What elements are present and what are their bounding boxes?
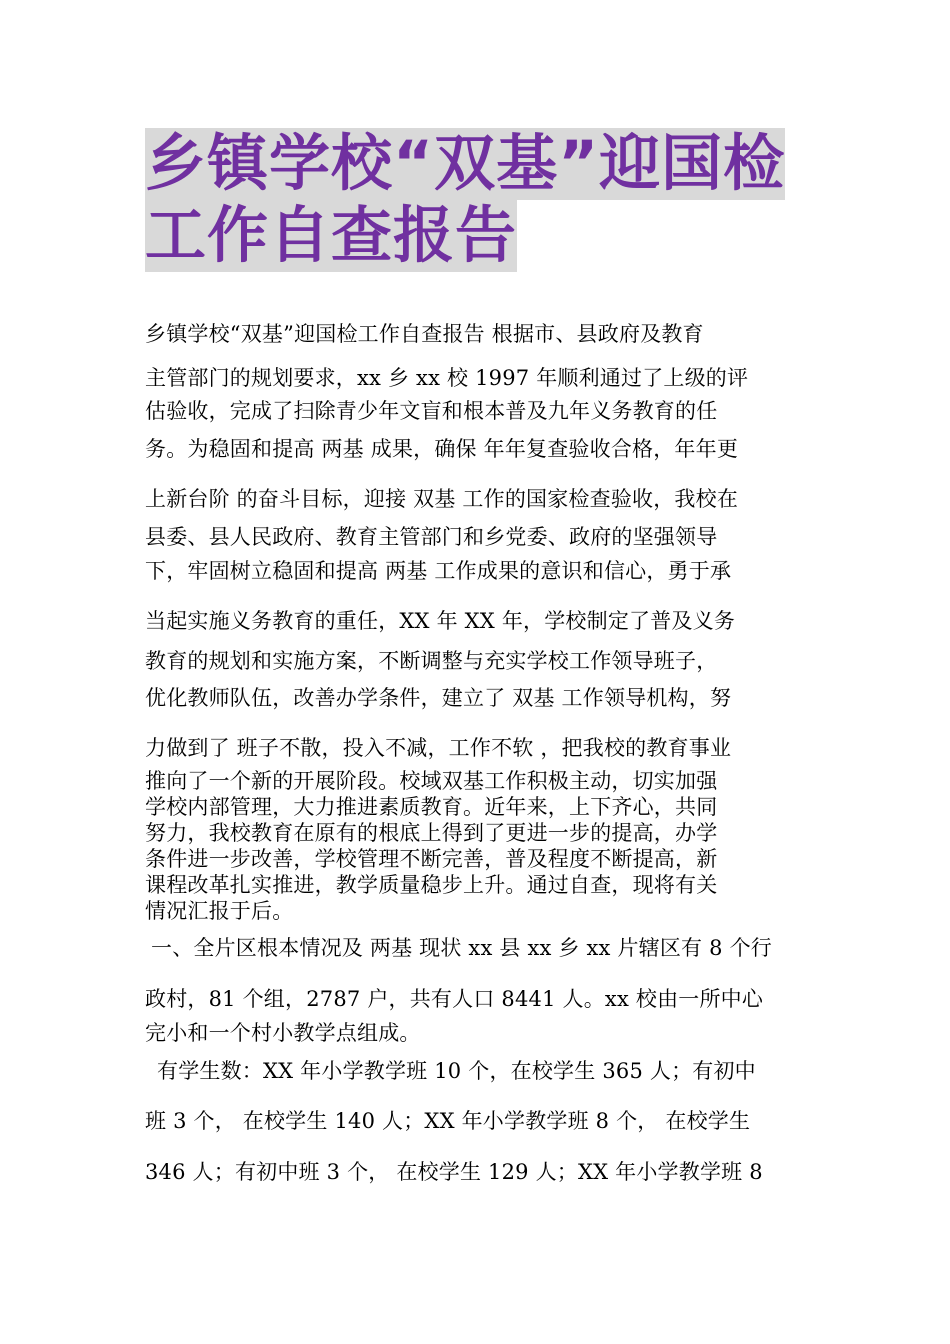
title-line-2: 工作自查报告 — [145, 200, 518, 271]
body-line-17: 情况汇报于后。 — [145, 899, 294, 923]
body-line-1: 乡镇学校“双基”迎国检工作自查报告 根据市、县政府及教育 — [145, 322, 704, 346]
body-line-8: 当起实施义务教育的重任，XX 年 XX 年，学校制定了普及义务 — [145, 609, 736, 633]
body-line-20: 完小和一个村小教学点组成。 — [145, 1021, 421, 1045]
body-line-7: 下，牢固树立稳固和提高 两基 工作成果的意识和信心，勇于承 — [145, 559, 732, 583]
body-line-3: 估验收，完成了扫除青少年文盲和根本普及九年义务教育的任 — [145, 399, 718, 423]
body-line-10: 优化教师队伍，改善办学条件，建立了 双基 工作领导机构，努 — [145, 686, 732, 710]
body-line-14: 努力，我校教育在原有的根底上得到了更进一步的提高，办学 — [145, 821, 718, 845]
body-line-2: 主管部门的规划要求，xx 乡 xx 校 1997 年顺利通过了上级的评 — [145, 366, 749, 390]
body-line-22: 班 3 个， 在校学生 140 人；XX 年小学教学班 8 个， 在校学生 — [145, 1109, 751, 1133]
body-line-6: 县委、县人民政府、教育主管部门和乡党委、政府的坚强领导 — [145, 525, 718, 549]
body-line-12: 推向了一个新的开展阶段。校域双基工作积极主动，切实加强 — [145, 769, 718, 793]
body-line-11: 力做到了 班子不散，投入不减，工作不软 ，把我校的教育事业 — [145, 736, 732, 760]
document-title — [145, 128, 815, 272]
body-line-4: 务。为稳固和提高 两基 成果，确保 年年复查验收合格，年年更 — [145, 437, 739, 461]
body-line-15: 条件进一步改善，学校管理不断完善，普及程度不断提高，新 — [145, 847, 718, 871]
body-line-19: 政村，81 个组，2787 户，共有人口 8441 人。xx 校由一所中心 — [145, 987, 764, 1011]
title-line-1: 乡镇学校“双基”迎国检 — [145, 128, 786, 199]
body-line-5: 上新台阶 的奋斗目标，迎接 双基 工作的国家检查验收，我校在 — [145, 487, 739, 511]
body-line-13: 学校内部管理，大力推进素质教育。近年来，上下齐心，共同 — [145, 795, 718, 819]
body-line-9: 教育的规划和实施方案，不断调整与充实学校工作领导班子， — [145, 649, 718, 673]
body-line-16: 课程改革扎实推进，教学质量稳步上升。通过自查，现将有关 — [145, 873, 718, 897]
body-line-21: 有学生数：XX 年小学教学班 10 个，在校学生 365 人；有初中 — [157, 1059, 756, 1083]
body-line-18: 一、全片区根本情况及 两基 现状 xx 县 xx 乡 xx 片辖区有 8 个行 — [151, 936, 772, 960]
body-line-23: 346 人；有初中班 3 个， 在校学生 129 人；XX 年小学教学班 8 — [145, 1160, 763, 1184]
